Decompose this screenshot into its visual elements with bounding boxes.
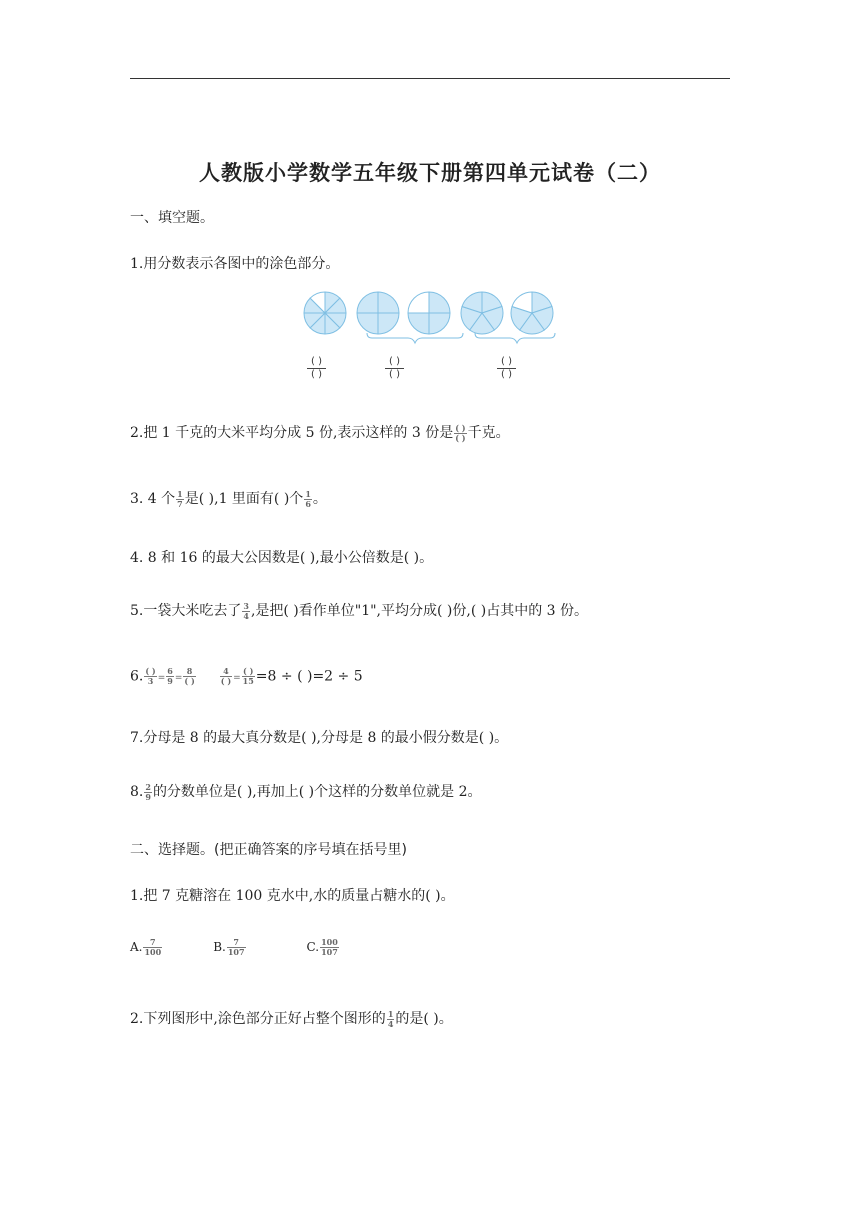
q1-6-eq1: = bbox=[157, 673, 166, 684]
q1-6-d-den: ( ) bbox=[220, 676, 232, 686]
q1-8-text: 的分数单位是( ),再加上( )个这样的分数单位就是 2。 bbox=[152, 784, 482, 800]
q1-6-frac-e[interactable] bbox=[242, 667, 255, 686]
brace-2 bbox=[475, 333, 555, 343]
q1-3-frac1-den: 7 bbox=[177, 498, 183, 509]
q1-6-lead: 6. bbox=[130, 668, 144, 685]
q1-6-frac-a[interactable] bbox=[144, 667, 156, 686]
q2-2-frac bbox=[387, 1010, 395, 1029]
fraction-circle-1 bbox=[304, 292, 346, 334]
q2-2 bbox=[130, 1008, 453, 1029]
q1-4-text: 4. 8 和 16 的最大公因数是( ),最小公倍数是( )。 bbox=[130, 550, 434, 566]
circle-3-slice-1 bbox=[429, 292, 450, 313]
q1-8-lead: 8. bbox=[130, 784, 144, 800]
option-b-den: 107 bbox=[227, 947, 245, 957]
option-a-frac bbox=[143, 938, 162, 957]
option-b[interactable] bbox=[213, 937, 246, 957]
fraction-circle-5 bbox=[511, 292, 553, 334]
answer-1-den: ( ) bbox=[311, 369, 322, 380]
q1-3-part2: 是( ),1 里面有( )个 bbox=[184, 491, 304, 507]
q1-2 bbox=[130, 422, 510, 443]
q1-5-frac bbox=[242, 602, 250, 621]
circles-svg bbox=[300, 288, 560, 388]
fraction-circle-2 bbox=[357, 292, 399, 334]
q1-3-frac1-num: 1 bbox=[177, 488, 183, 499]
q1-8 bbox=[130, 781, 482, 802]
q1-6-c-num: 8 bbox=[183, 667, 195, 677]
q1-2-pre: 2.把 1 千克的大米平均分成 5 份,表示这样的 3 份是 bbox=[130, 425, 454, 441]
q1-3-part3: 。 bbox=[312, 491, 327, 507]
circle-3-slice-2 bbox=[429, 313, 450, 334]
option-a-label: A. bbox=[130, 940, 143, 954]
circle-3-slice-4 bbox=[408, 292, 429, 313]
option-a[interactable] bbox=[130, 937, 163, 957]
fraction-circle-4 bbox=[461, 292, 503, 334]
circle-2-slice-3 bbox=[357, 313, 378, 334]
q2-1-text: 1.把 7 克糖溶在 100 克水中,水的质量占糖水的( )。 bbox=[130, 888, 455, 904]
section2-heading: 二、选择题。(把正确答案的序号填在括号里) bbox=[130, 842, 407, 858]
option-b-num: 7 bbox=[227, 938, 246, 948]
fraction-circle-3 bbox=[408, 292, 450, 334]
q1-2-post: 千克。 bbox=[467, 425, 510, 441]
option-a-num: 7 bbox=[143, 938, 162, 948]
q1-6-tail: =8 ÷ ( )=2 ÷ 5 bbox=[255, 668, 363, 685]
option-a-den: 100 bbox=[144, 947, 162, 957]
q1-2-frac-num: ( ) bbox=[455, 422, 466, 433]
q1-6-d-num: 4 bbox=[220, 667, 232, 677]
q2-1-options bbox=[130, 938, 340, 957]
answer-2-den: ( ) bbox=[389, 369, 400, 380]
option-c[interactable] bbox=[306, 937, 340, 957]
option-c-num: 100 bbox=[321, 937, 338, 947]
q2-2-post: 的是( )。 bbox=[395, 1011, 453, 1027]
page-title: 人教版小学数学五年级下册第四单元试卷（二） bbox=[199, 161, 661, 185]
q1-8-frac-num: 2 bbox=[145, 781, 151, 792]
q1-5-frac-num: 3 bbox=[243, 600, 249, 611]
q1-6-frac-d[interactable] bbox=[220, 667, 232, 686]
q1-6-frac-c[interactable] bbox=[183, 667, 195, 686]
q1-6 bbox=[130, 667, 363, 686]
q1-8-frac-den: 9 bbox=[145, 791, 151, 802]
q1-8-frac bbox=[144, 783, 152, 802]
q1-6-eq2: = bbox=[174, 673, 183, 684]
q1-1-text: 1.用分数表示各图中的涂色部分。 bbox=[130, 256, 340, 272]
q1-3-frac2-num: 1 bbox=[305, 488, 311, 499]
q1-2-fraction-blank[interactable] bbox=[454, 424, 466, 443]
q1-3-part1: 3. 4 个 bbox=[130, 491, 176, 507]
q1-6-a-num: ( ) bbox=[145, 666, 156, 676]
q1-6-c-den: ( ) bbox=[184, 676, 195, 686]
q1-6-b-den: 9 bbox=[167, 676, 173, 686]
option-c-frac bbox=[320, 938, 339, 957]
option-c-den: 107 bbox=[321, 947, 338, 957]
q1-5-part1: 5.一袋大米吃去了 bbox=[130, 603, 242, 619]
section1-heading: 一、填空题。 bbox=[130, 210, 214, 226]
q1-6-frac-b bbox=[166, 667, 174, 686]
circle-2-slice-1 bbox=[378, 292, 399, 313]
q1-3-frac1 bbox=[176, 490, 184, 509]
q1-6-e-num: ( ) bbox=[243, 666, 254, 676]
q2-2-frac-den: 4 bbox=[387, 1018, 394, 1029]
q1-3-frac2 bbox=[304, 490, 312, 509]
q2-2-frac-num: 1 bbox=[387, 1008, 394, 1019]
option-c-label: C. bbox=[306, 940, 320, 954]
header-rule bbox=[130, 78, 730, 79]
q1-6-b-num: 6 bbox=[167, 666, 173, 676]
answer-3-den: ( ) bbox=[501, 369, 512, 380]
answer-fraction-2[interactable] bbox=[385, 356, 404, 381]
q1-6-a-den: 3 bbox=[147, 676, 154, 686]
answer-fraction-1[interactable] bbox=[307, 356, 326, 381]
option-b-frac bbox=[227, 938, 246, 957]
circle-2-slice-4 bbox=[357, 292, 378, 313]
q1-3 bbox=[130, 488, 327, 509]
q1-5 bbox=[130, 600, 588, 621]
q1-3-frac2-den: 6 bbox=[305, 498, 311, 509]
circle-3-slice-3 bbox=[408, 313, 429, 334]
q1-6-e-den: 15 bbox=[242, 676, 254, 686]
answer-fraction-3[interactable] bbox=[497, 356, 516, 381]
answer-3-num: ( ) bbox=[497, 356, 516, 369]
answer-1-num: ( ) bbox=[307, 356, 326, 369]
fraction-circles-figure bbox=[300, 288, 560, 388]
option-b-label: B. bbox=[213, 940, 226, 954]
answer-2-num: ( ) bbox=[385, 356, 404, 369]
circle-2-slice-2 bbox=[378, 313, 399, 334]
brace-1 bbox=[367, 333, 463, 343]
q1-6-eq3: = bbox=[233, 673, 241, 684]
q1-2-frac-den: ( ) bbox=[455, 432, 466, 443]
q1-5-part2: ,是把( )看作单位"1",平均分成( )份,( )占其中的 3 份。 bbox=[250, 603, 589, 619]
q1-5-frac-den: 4 bbox=[243, 610, 249, 621]
q1-7-text: 7.分母是 8 的最大真分数是( ),分母是 8 的最小假分数是( )。 bbox=[130, 730, 509, 746]
q2-2-pre: 2.下列图形中,涂色部分正好占整个图形的 bbox=[130, 1011, 386, 1027]
